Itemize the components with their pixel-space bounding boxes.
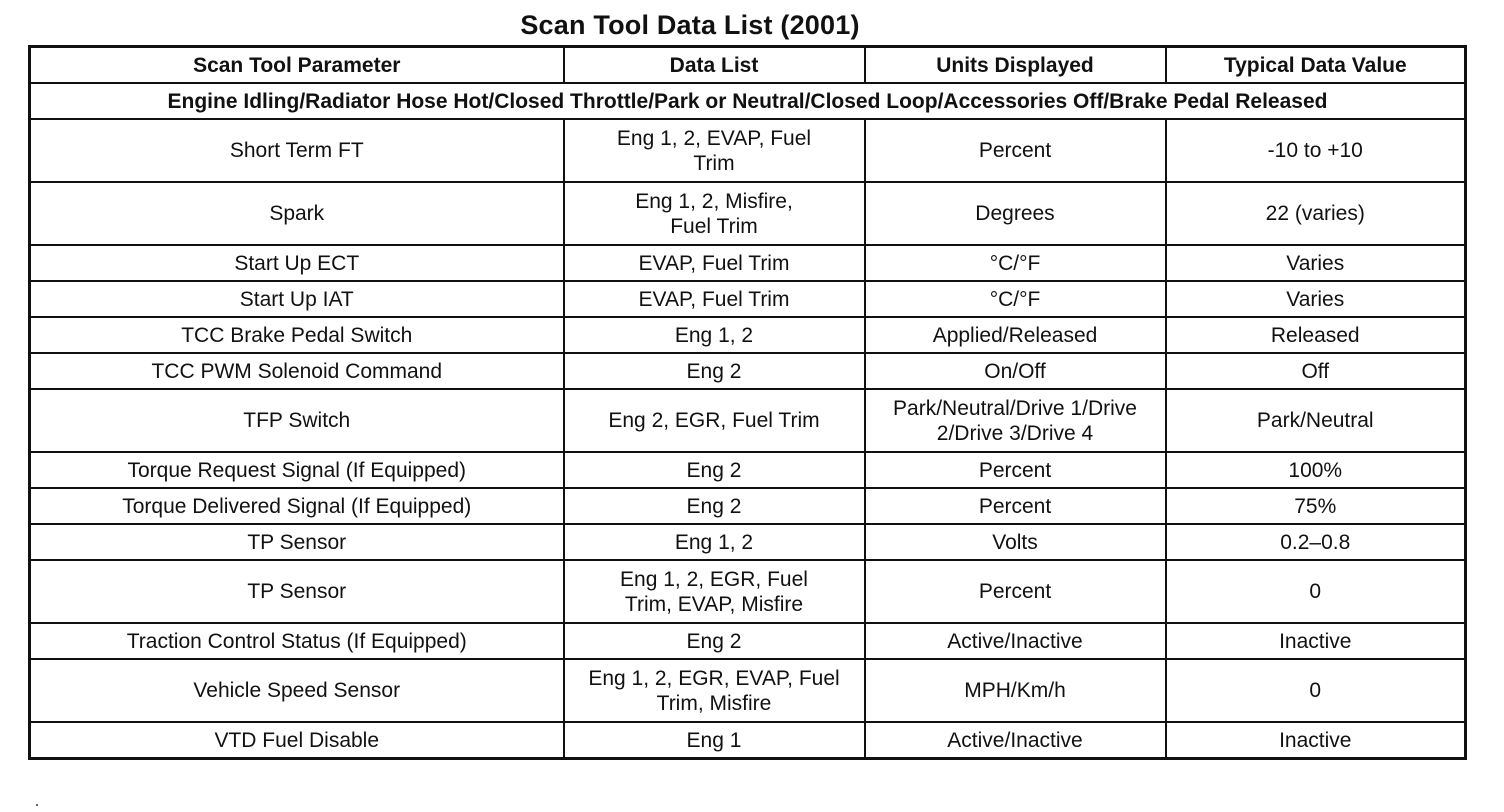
typical-value-cell: Park/Neutral bbox=[1166, 389, 1466, 452]
units-cell: Applied/Released bbox=[865, 317, 1166, 353]
units-cell: Active/Inactive bbox=[865, 623, 1166, 659]
data-list-cell: Eng 1 bbox=[564, 722, 865, 759]
data-list-cell: Eng 1, 2 bbox=[564, 524, 865, 560]
parameter-cell: Short Term FT bbox=[30, 119, 564, 182]
table-row bbox=[30, 245, 1466, 281]
table-row bbox=[30, 452, 1466, 488]
parameter-cell: Vehicle Speed Sensor bbox=[30, 659, 564, 722]
table-row bbox=[30, 560, 1466, 623]
table-row bbox=[30, 722, 1466, 759]
typical-value-cell: Released bbox=[1166, 317, 1466, 353]
table-row bbox=[30, 659, 1466, 722]
typical-value-cell: Inactive bbox=[1166, 722, 1466, 759]
data-list-cell: Eng 2 bbox=[564, 452, 865, 488]
typical-value-cell: 22 (varies) bbox=[1166, 182, 1466, 245]
column-header-typical-value: Typical Data Value bbox=[1166, 47, 1466, 84]
table-row bbox=[30, 281, 1466, 317]
operating-conditions: Engine Idling/Radiator Hose Hot/Closed Throttle/Park or Neutral/Closed Loop/Accessories Off/Brake Pedal Released bbox=[30, 83, 1466, 119]
table-row bbox=[30, 182, 1466, 245]
parameter-cell: TP Sensor bbox=[30, 560, 564, 623]
table-row bbox=[30, 317, 1466, 353]
data-list-cell: Eng 1, 2 bbox=[564, 317, 865, 353]
parameter-cell: Torque Request Signal (If Equipped) bbox=[30, 452, 564, 488]
column-header-units: Units Displayed bbox=[865, 47, 1166, 84]
data-list-cell: Eng 2 bbox=[564, 623, 865, 659]
parameter-cell: Start Up ECT bbox=[30, 245, 564, 281]
data-list-cell: Eng 1, 2, EVAP, Fuel Trim bbox=[564, 119, 865, 182]
units-cell: On/Off bbox=[865, 353, 1166, 389]
parameter-cell: VTD Fuel Disable bbox=[30, 722, 564, 759]
column-header-data-list: Data List bbox=[564, 47, 865, 84]
data-list-cell: Eng 1, 2, EGR, EVAP, Fuel Trim, Misfire bbox=[564, 659, 865, 722]
header-row bbox=[30, 47, 1466, 84]
parameter-cell: TCC Brake Pedal Switch bbox=[30, 317, 564, 353]
typical-value-cell: Inactive bbox=[1166, 623, 1466, 659]
parameter-cell: TFP Switch bbox=[30, 389, 564, 452]
table-row bbox=[30, 623, 1466, 659]
typical-value-cell: Off bbox=[1166, 353, 1466, 389]
data-list-cell: Eng 1, 2, Misfire, Fuel Trim bbox=[564, 182, 865, 245]
table-row bbox=[30, 353, 1466, 389]
units-cell: Percent bbox=[865, 452, 1166, 488]
parameter-cell: Torque Delivered Signal (If Equipped) bbox=[30, 488, 564, 524]
units-cell: Percent bbox=[865, 560, 1166, 623]
units-cell: Percent bbox=[865, 488, 1166, 524]
table-row bbox=[30, 389, 1466, 452]
parameter-cell: Spark bbox=[30, 182, 564, 245]
parameter-cell: Start Up IAT bbox=[30, 281, 564, 317]
parameter-cell: TP Sensor bbox=[30, 524, 564, 560]
units-cell: °C/°F bbox=[865, 245, 1166, 281]
units-cell: °C/°F bbox=[865, 281, 1166, 317]
typical-value-cell: Varies bbox=[1166, 281, 1466, 317]
table-row bbox=[30, 524, 1466, 560]
typical-value-cell: 0 bbox=[1166, 659, 1466, 722]
units-cell: Active/Inactive bbox=[865, 722, 1166, 759]
parameter-cell: TCC PWM Solenoid Command bbox=[30, 353, 564, 389]
units-cell: Percent bbox=[865, 119, 1166, 182]
typical-value-cell: Varies bbox=[1166, 245, 1466, 281]
table-row bbox=[30, 119, 1466, 182]
data-list-cell: Eng 2 bbox=[564, 488, 865, 524]
table-title: Scan Tool Data List (2001) bbox=[520, 10, 860, 40]
typical-value-cell: 75% bbox=[1166, 488, 1466, 524]
typical-value-cell: 100% bbox=[1166, 452, 1466, 488]
data-list-cell: Eng 2 bbox=[564, 353, 865, 389]
units-cell: Degrees bbox=[865, 182, 1166, 245]
column-header-parameter: Scan Tool Parameter bbox=[30, 47, 564, 84]
data-list-cell: Eng 1, 2, EGR, Fuel Trim, EVAP, Misfire bbox=[564, 560, 865, 623]
typical-value-cell: 0 bbox=[1166, 560, 1466, 623]
typical-value-cell: -10 to +10 bbox=[1166, 119, 1466, 182]
units-cell: Volts bbox=[865, 524, 1166, 560]
data-list-cell: Eng 2, EGR, Fuel Trim bbox=[564, 389, 865, 452]
units-cell: Park/Neutral/Drive 1/Drive 2/Drive 3/Drive 4 bbox=[865, 389, 1166, 452]
table-row bbox=[30, 488, 1466, 524]
scan-tool-data-table bbox=[28, 45, 1467, 760]
parameter-cell: Traction Control Status (If Equipped) bbox=[30, 623, 564, 659]
units-cell: MPH/Km/h bbox=[865, 659, 1166, 722]
data-list-cell: EVAP, Fuel Trim bbox=[564, 281, 865, 317]
scan-speck bbox=[36, 804, 38, 806]
typical-value-cell: 0.2–0.8 bbox=[1166, 524, 1466, 560]
condition-row bbox=[30, 83, 1466, 119]
data-list-cell: EVAP, Fuel Trim bbox=[564, 245, 865, 281]
